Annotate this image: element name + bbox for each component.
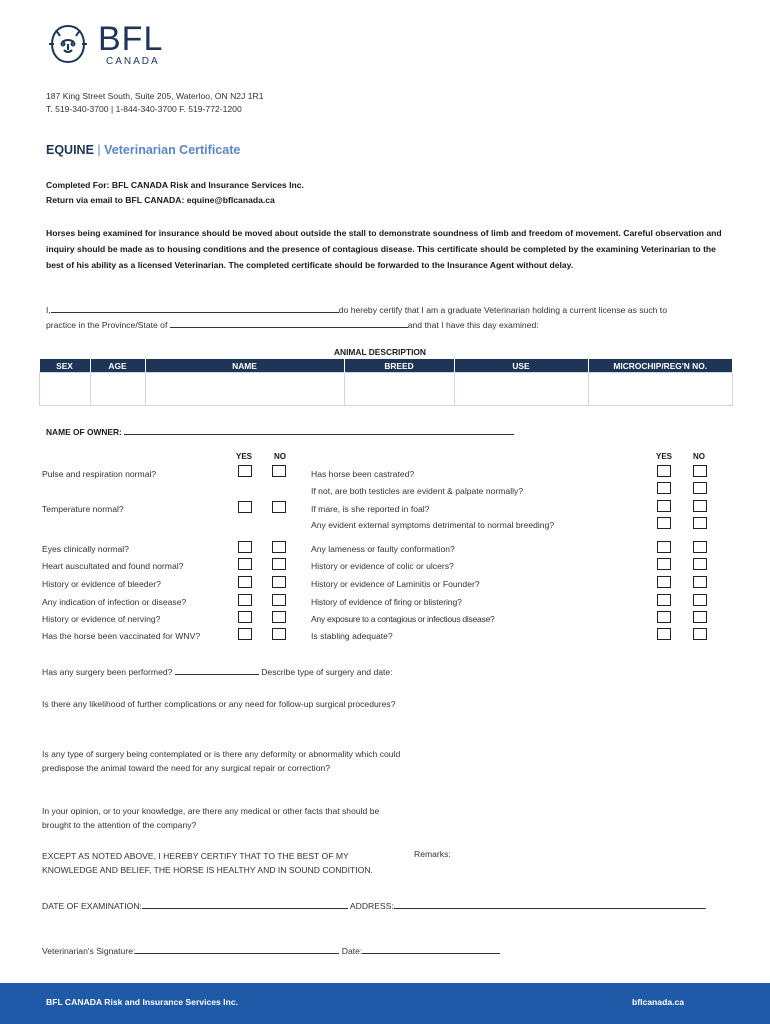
right-question: History or evidence of Laminitis or Founder? [311,579,480,589]
return-via: Return via email to BFL CANADA: equine@bflcanada.ca [46,195,275,205]
title-main: EQUINE [46,143,94,157]
title-sub: Veterinarian Certificate [104,143,241,157]
yes-checkbox[interactable] [238,501,252,513]
right-question: Has horse been castrated? [311,469,415,479]
province-field[interactable] [170,318,408,328]
no-checkbox[interactable] [693,558,707,570]
date-exam-field[interactable] [142,899,348,909]
yes-checkbox[interactable] [238,594,252,606]
yes-checkbox[interactable] [657,541,671,553]
yes-checkbox[interactable] [238,465,252,477]
page-title [46,143,240,157]
no-header-left: NO [274,452,286,461]
lion-logo-icon [46,22,90,66]
right-question: If not, are both testicles are evident & palpate normally? [311,486,524,496]
no-checkbox[interactable] [693,517,707,529]
col-sex: SEX [40,359,91,373]
no-checkbox[interactable] [693,594,707,606]
right-question: History or evidence of colic or ulcers? [311,561,454,571]
no-header-right: NO [693,452,705,461]
certify-line-2 [46,318,539,330]
footer-company: BFL CANADA Risk and Insurance Services Inc. [46,997,238,1007]
col-age: AGE [90,359,145,373]
logo-name: BFL [98,20,164,58]
no-checkbox[interactable] [693,482,707,494]
no-checkbox[interactable] [693,541,707,553]
signature-row [42,944,500,956]
yes-checkbox[interactable] [657,628,671,640]
surgery-performed-label: Has any surgery been performed? [42,667,173,677]
surgery-performed-field[interactable] [175,665,259,675]
right-question: Any evident external symptoms detrimental to normal breeding? [311,520,555,530]
animal-table [39,359,733,406]
yes-checkbox[interactable] [657,594,671,606]
owner-label: NAME OF OWNER: [46,427,122,437]
remarks-label: Remarks: [414,849,451,859]
surgery-describe-label: Describe type of surgery and date: [261,667,393,677]
no-checkbox[interactable] [272,465,286,477]
no-checkbox[interactable] [693,576,707,588]
certify-end: and that I have this day examined: [407,320,539,330]
no-checkbox[interactable] [272,541,286,553]
no-checkbox[interactable] [272,576,286,588]
address-label: ADDRESS: [349,901,394,911]
signature-field[interactable] [135,944,339,954]
right-question: Is stabling adequate? [311,631,393,641]
no-checkbox[interactable] [693,500,707,512]
yes-checkbox[interactable] [657,611,671,623]
cell-name[interactable] [145,373,344,406]
intro-paragraph: Horses being examined for insurance should be moved about outside the stall to demonstrate soundness of limb and freedom of movement. Careful observation and inquiry should be made as to housing conditions and the presence of contagious disease. This certificate should be completed by the examining Veterinarian to the best of his ability as a licensed Veterinarian. The completed certificate should be forwarded to the Insurance Agent without delay. [46,228,722,270]
right-question: History of evidence of firing or blistering? [311,597,462,607]
owner-field[interactable] [124,425,514,435]
owner-row [46,425,514,437]
yes-checkbox[interactable] [657,482,671,494]
col-name: NAME [145,359,344,373]
title-sep: | [93,143,105,157]
left-question: History or evidence of nerving? [42,614,161,624]
left-question: Temperature normal? [42,504,124,514]
contemplated-question: Is any type of surgery being contemplated or is there any deformity or abnormality which could predispose the animal toward the need for any surgical repair or correction? [42,749,401,773]
no-checkbox[interactable] [272,611,286,623]
certify-mid: do hereby certify that I am a graduate Veterinarian holding a current license as such to [338,305,667,315]
yes-checkbox[interactable] [238,558,252,570]
certification-statement: EXCEPT AS NOTED ABOVE, I HEREBY CERTIFY THAT TO THE BEST OF MY KNOWLEDGE AND BELIEF, THE HORSE IS HEALTHY AND IN SOUND CONDITION. [42,851,373,875]
no-checkbox[interactable] [272,558,286,570]
yes-checkbox[interactable] [238,576,252,588]
cell-breed[interactable] [344,373,454,406]
yes-checkbox[interactable] [657,465,671,477]
vet-name-field[interactable] [51,303,339,313]
animal-caption: ANIMAL DESCRIPTION [334,347,426,357]
left-question: Heart auscultated and found normal? [42,561,184,571]
yes-checkbox[interactable] [657,517,671,529]
cell-use[interactable] [454,373,588,406]
no-checkbox[interactable] [272,501,286,513]
cell-age[interactable] [90,373,145,406]
opinion-question: In your opinion, or to your knowledge, are there any medical or other facts that should be brought to the attention of the company? [42,806,380,830]
no-checkbox[interactable] [693,628,707,640]
yes-checkbox[interactable] [657,500,671,512]
yes-header-right: YES [656,452,673,461]
date-exam-row [42,899,706,911]
no-checkbox[interactable] [693,465,707,477]
yes-checkbox[interactable] [657,576,671,588]
company-address: 187 King Street South, Suite 205, Waterloo, ON N2J 1R1 [46,91,264,101]
cell-microchip[interactable] [588,373,733,406]
yes-header-left: YES [236,452,253,461]
company-phone: T. 519-340-3700 | 1-844-340-3700 F. 519-772-1200 [46,104,242,114]
certify-practice: practice in the Province/State of [46,320,168,330]
surgery-row [42,665,393,677]
date-exam-label: DATE OF EXAMINATION: [42,901,142,911]
certify-line-1 [46,303,667,315]
no-checkbox[interactable] [272,594,286,606]
signature-label: Veterinarian's Signature: [42,946,136,956]
left-question: History or evidence of bleeder? [42,579,161,589]
certify-i: I, [46,305,51,315]
no-checkbox[interactable] [272,628,286,640]
left-question: Any indication of infection or disease? [42,597,187,607]
right-question: Any lameness or faulty conformation? [311,544,455,554]
yes-checkbox[interactable] [238,611,252,623]
address-field[interactable] [394,899,706,909]
no-checkbox[interactable] [693,611,707,623]
footer-bar [0,983,770,1024]
yes-checkbox[interactable] [238,628,252,640]
cell-sex[interactable] [40,373,91,406]
logo [46,22,176,68]
date-label: Date: [341,946,363,956]
left-question: Eyes clinically normal? [42,544,129,554]
date-field[interactable] [362,944,500,954]
col-microchip: MICROCHIP/REG'N NO. [588,359,733,373]
completed-for: Completed For: BFL CANADA Risk and Insurance Services Inc. [46,180,304,190]
footer-website[interactable]: bflcanada.ca [632,997,685,1007]
col-breed: BREED [344,359,454,373]
complications-question: Is there any likelihood of further complications or any need for follow-up surgical procedures? [42,699,396,709]
right-question: If mare, is she reported in foal? [311,504,430,514]
yes-checkbox[interactable] [657,558,671,570]
left-question: Pulse and respiration normal? [42,469,157,479]
logo-sub: CANADA [106,56,160,67]
col-use: USE [454,359,588,373]
yes-checkbox[interactable] [238,541,252,553]
right-question: Any exposure to a contagious or infectious disease? [311,614,495,624]
left-question: Has the horse been vaccinated for WNV? [42,631,201,641]
